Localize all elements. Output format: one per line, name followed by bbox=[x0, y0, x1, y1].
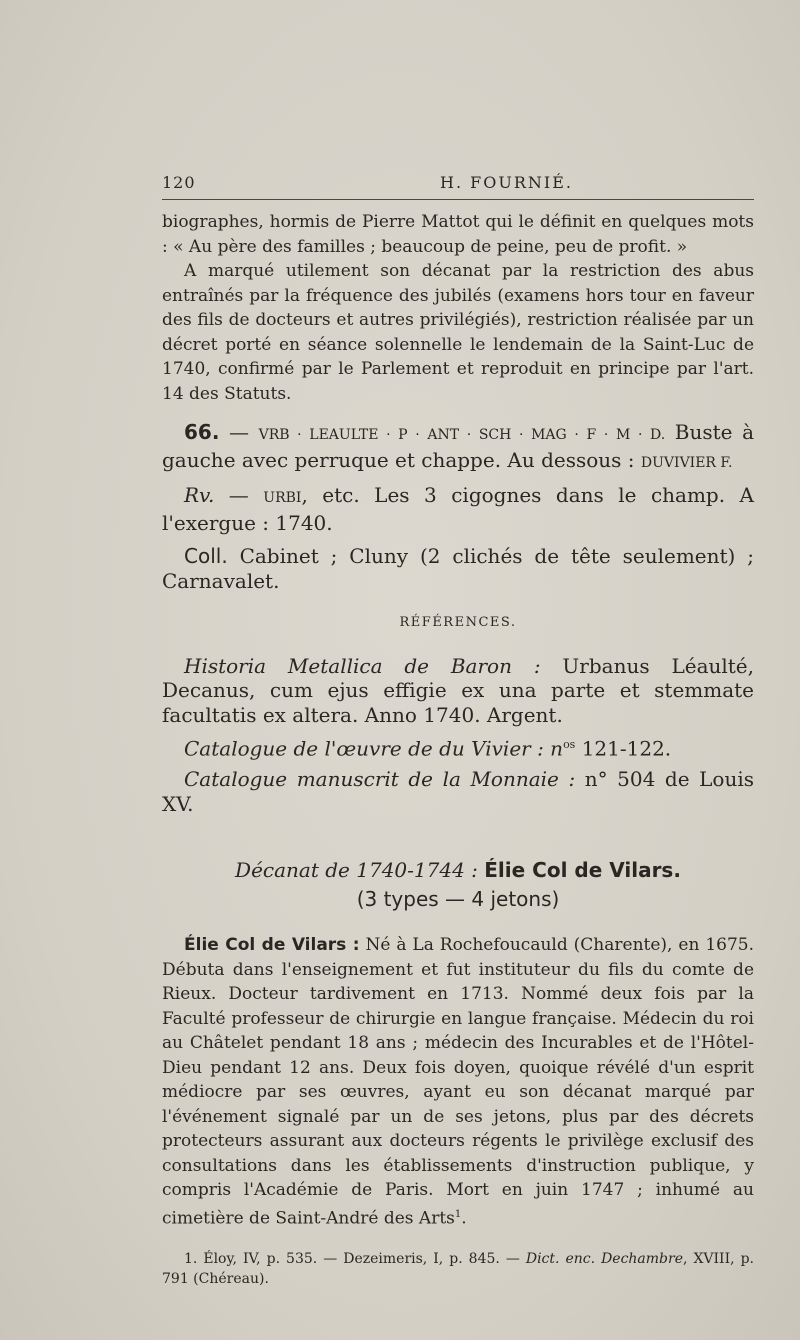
entry-collections bbox=[162, 544, 754, 593]
header-rule bbox=[162, 199, 754, 200]
intro-paragraph-1: biographes, hormis de Pierre Mattot qui le définit en quelques mots : « Au père des familles ; beaucoup de peine, peu de profit. » bbox=[162, 212, 754, 257]
reference-2-title: Catalogue de l'œuvre de du Vivier : n bbox=[184, 736, 564, 761]
page-number: 120 bbox=[162, 173, 196, 192]
references-heading: RÉFÉRENCES. bbox=[399, 615, 517, 630]
reference-3-title: Catalogue manuscrit de la Monnaie : bbox=[184, 767, 576, 792]
page-body bbox=[162, 210, 754, 1289]
running-header bbox=[162, 173, 754, 195]
section-subtitle: (3 types — 4 jetons) bbox=[356, 886, 560, 911]
section-title bbox=[162, 858, 754, 883]
intro-paragraph-2: A marqué utilement son décanat par la restriction des abus entraînés par la fréquence des jubilés (examens hors tour en faveur des fils de docteurs et autres privilégiés), restriction réalisée par un décret porté en séance solennelle le lendemain de la Saint-Luc de 1740, confirmé par le Parlement et reproduit en principe par l'art. 14 des Statuts. bbox=[162, 261, 754, 404]
entry-description: Buste à gauche avec perruque et chappe. Au dessous : bbox=[162, 420, 754, 472]
biography-name: Élie Col de Vilars : bbox=[184, 935, 360, 956]
footnote-part-1: 1. Éloy, IV, p. 535. — Dezeimeris, I, p. 845. — bbox=[184, 1250, 526, 1267]
footnote bbox=[162, 1249, 754, 1289]
reverse-label: Rv. bbox=[184, 483, 215, 507]
footnote-part-3: , XVIII, p. 791 (Chéreau). bbox=[162, 1250, 754, 1287]
biography-paragraph bbox=[162, 933, 754, 1231]
running-title: H. FOURNIÉ. bbox=[440, 173, 573, 192]
reverse-dash: — bbox=[214, 483, 264, 507]
entry-number: 66. bbox=[184, 420, 220, 444]
entry-66 bbox=[162, 420, 754, 475]
reverse-legend: URBI bbox=[263, 490, 302, 506]
collections-label: Coll. bbox=[184, 544, 228, 568]
section-title-bold: Élie Col de Vilars. bbox=[484, 858, 681, 883]
reference-2-superscript: os bbox=[563, 738, 576, 751]
reference-1 bbox=[162, 654, 754, 728]
footnote-part-2: Dict. enc. Dechambre bbox=[525, 1250, 683, 1267]
reference-2 bbox=[162, 733, 754, 761]
entry-signature: DUVIVIER F. bbox=[640, 454, 733, 471]
footnote-mark: 1 bbox=[454, 1208, 462, 1220]
reverse-text: , etc. Les 3 cigognes dans le champ. A l'exergue : 1740. bbox=[162, 483, 754, 535]
reference-1-text: Urbanus Léaulté, Decanus, cum ejus effigie ex una parte et stemmate facultatis ex altera. Anno 1740. Argent. bbox=[162, 653, 754, 727]
reference-1-title: Historia Metallica de Baron : bbox=[184, 653, 541, 678]
biography-text: Né à La Rochefoucauld (Charente), en 1675. Débuta dans l'enseignement et fut instituteur du fils du comte de Rieux. Docteur tardivement en 1713. Nommé deux fois par la Faculté professeur de chirurgie en langue française. Médecin du roi au Châtelet pendant 18 ans ; médecin des Incurables et de l'Hôtel-Dieu pendant 12 ans. Deux fois doyen, quoique révélé d'un esprit médiocre par ses œuvres, ayant eu son décanat marqué par l'événement signalé par un de ses jetons, plus par des décrets protecteurs assurant aux docteurs régents le privilège exclusif des consultations dans les établissements d'instruction publique, y compris l'Académie de Paris. Mort en juin 1747 ; inhumé au cimetière de Saint-André des Arts bbox=[162, 935, 754, 1229]
reference-2-text: 121-122. bbox=[575, 736, 672, 761]
entry-dash: — bbox=[219, 420, 259, 444]
biography-end: . bbox=[461, 1208, 467, 1229]
entry-reverse bbox=[162, 483, 754, 535]
section-title-italic: Décanat de 1740-1744 : bbox=[235, 858, 478, 883]
entry-legend: VRB · LEAULTE · P · ANT · SCH · MAG · F · M · D. bbox=[258, 427, 666, 443]
reference-3 bbox=[162, 767, 754, 816]
collections-text: Cabinet ; Cluny (2 clichés de tête seulement) ; Carnavalet. bbox=[162, 544, 754, 593]
reference-3-text: n° 504 de Louis XV. bbox=[162, 767, 754, 816]
